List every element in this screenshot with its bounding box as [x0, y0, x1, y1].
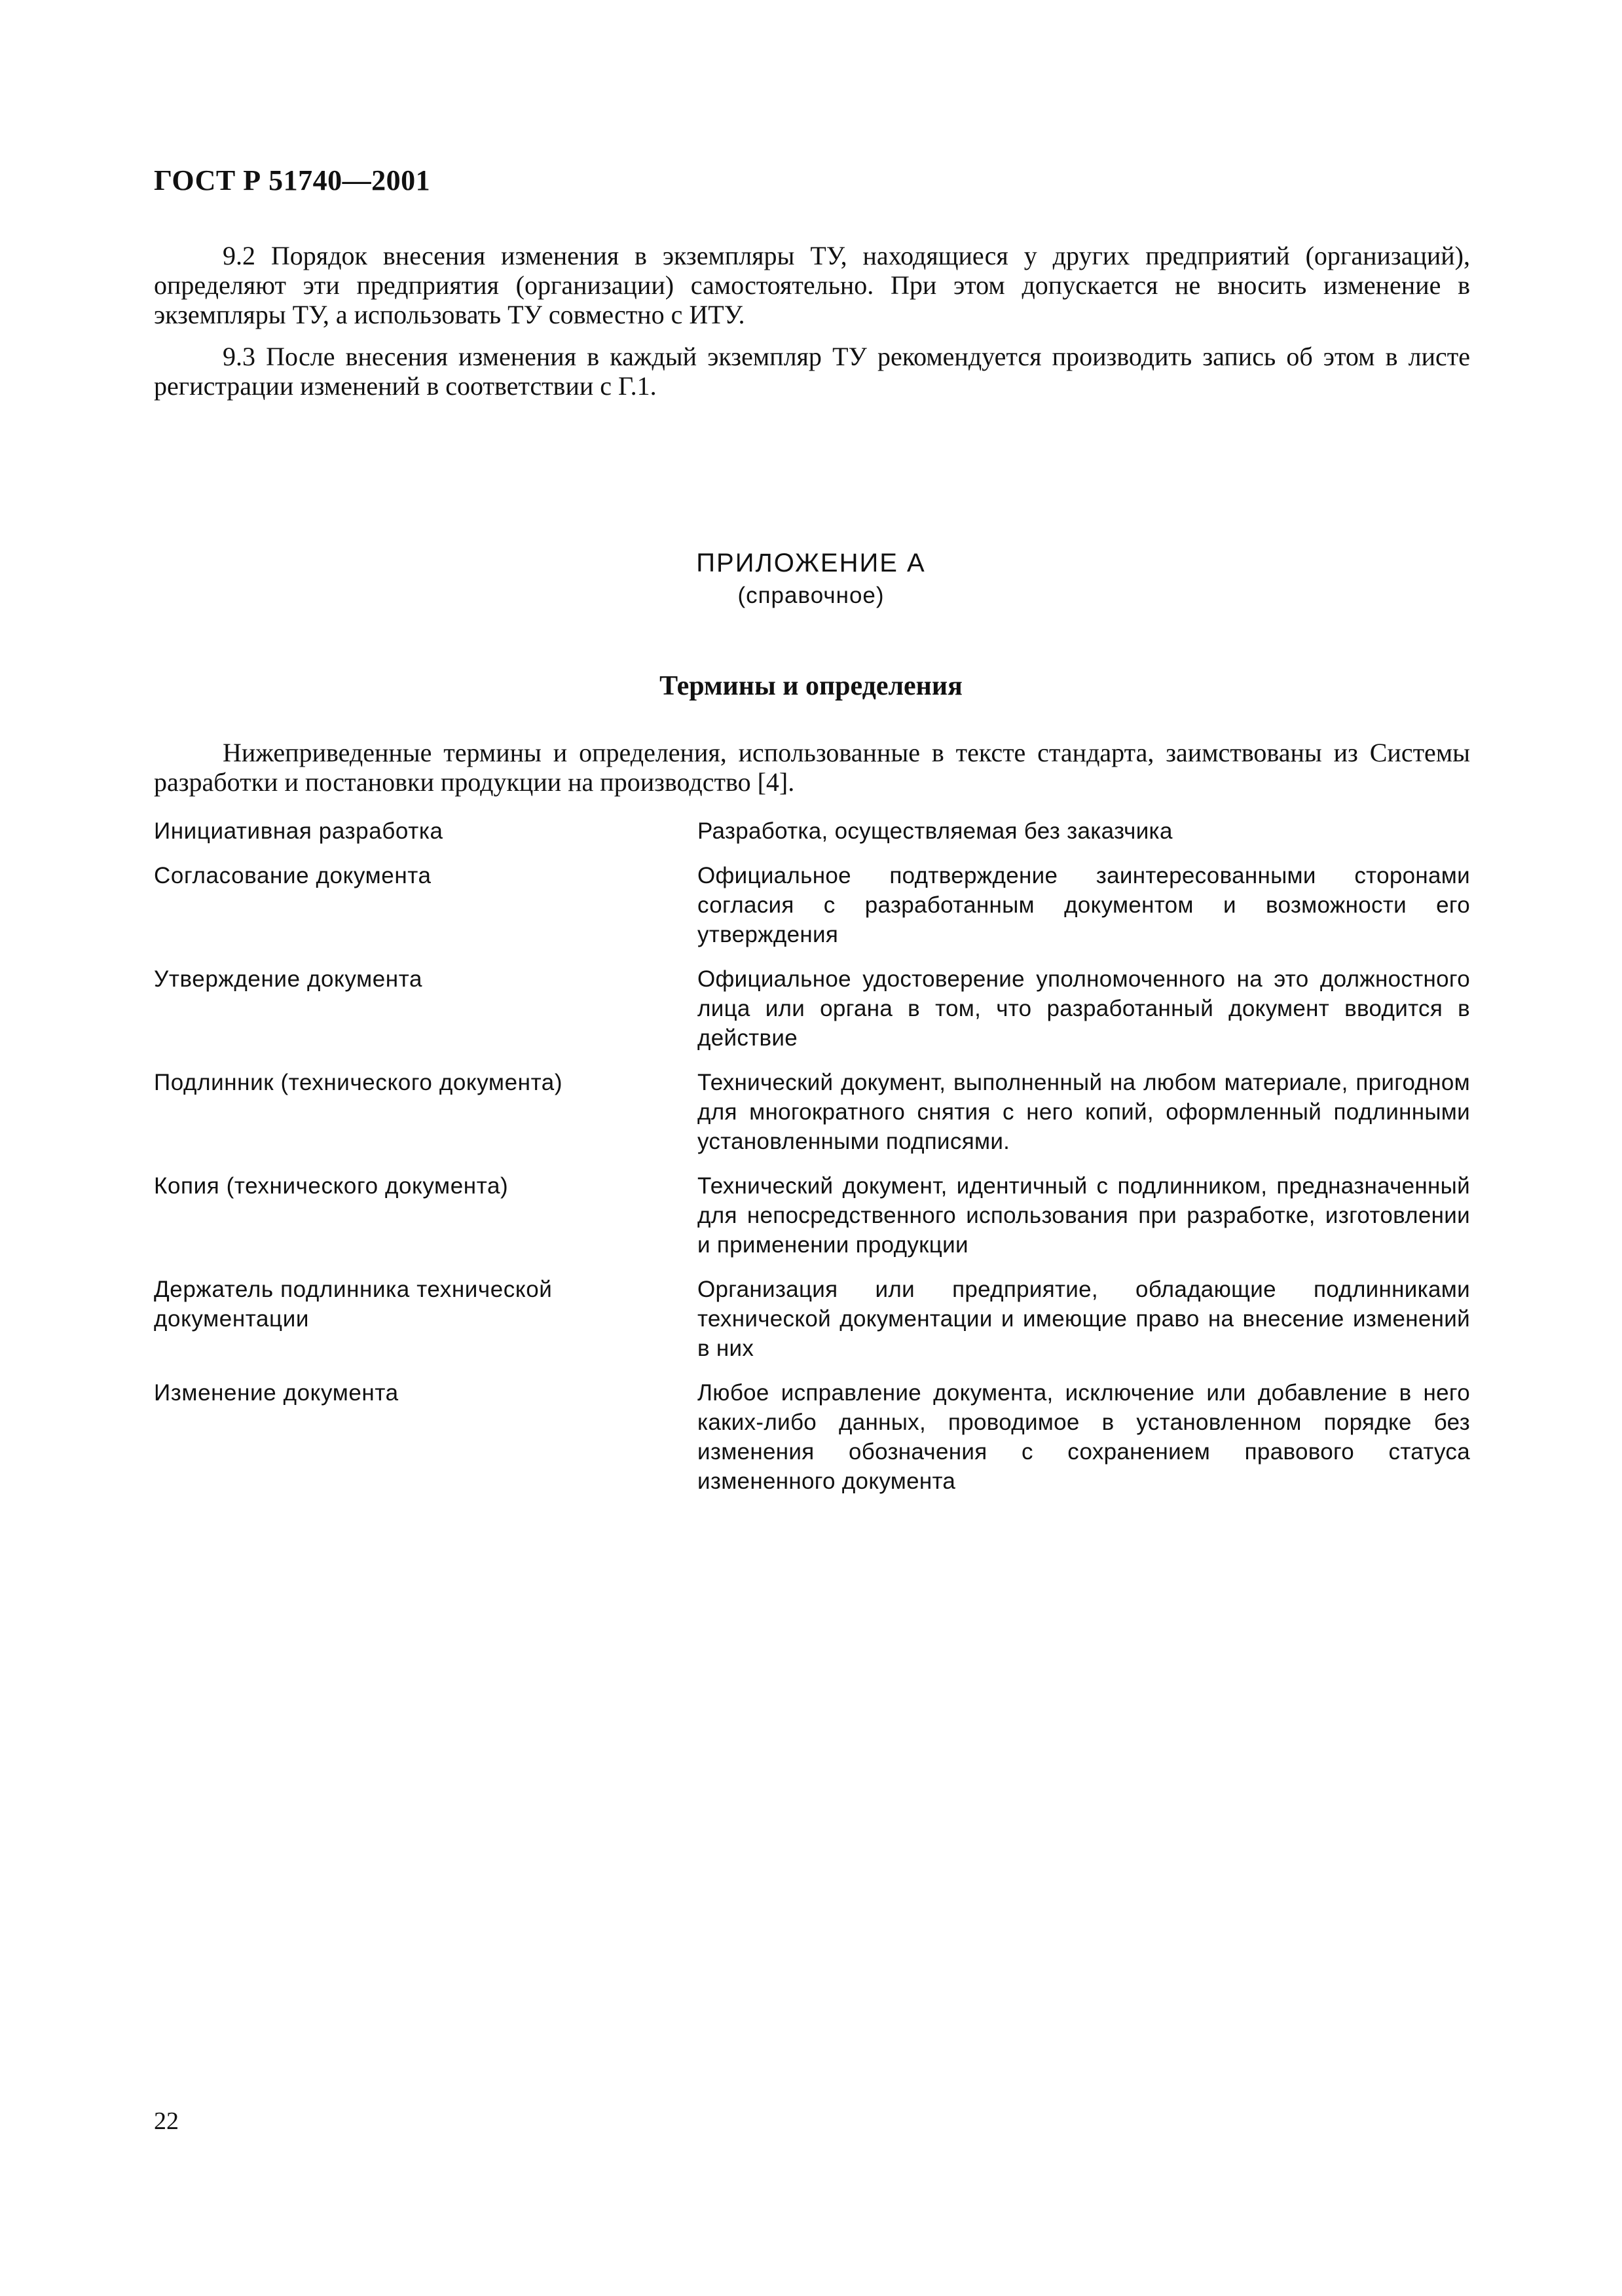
term-definition: Технический документ, идентичный с подлинником, предназначенный для непосредственного использования при разработке, изготовлении и применении продукции: [697, 1173, 1470, 1258]
section-heading: Термины и определения: [659, 671, 963, 701]
term-row: [154, 1068, 1470, 1156]
term-row: [154, 1171, 1470, 1260]
paragraph-9-3: 9.3 После внесения изменения в каждый экземпляр ТУ рекомендуется производить запись об этом в листе регистрации изменений в соответствии с Г.1.: [154, 342, 1470, 401]
term-name: Держатель подлинника технической документации: [154, 1277, 553, 1332]
term-name: Согласование документа: [154, 863, 432, 888]
term-row: [154, 861, 1470, 949]
term-definition: Технический документ, выполненный на любом материале, пригодном для многократного снятия с него копий, оформленный подлинными установленными подписями.: [697, 1070, 1470, 1154]
appendix-subtitle: (справочное): [737, 583, 885, 608]
term-row: [154, 964, 1470, 1053]
term-name: Утверждение документа: [154, 966, 423, 992]
term-definition: Официальное удостоверение уполномоченного на это должностного лица или органа в том, что разработанный документ вводится в действие: [697, 966, 1470, 1051]
term-name: Копия (технического документа): [154, 1173, 509, 1199]
term-definition: Любое исправление документа, исключение или добавление в него каких-либо данных, проводимое в установленном порядке без изменения обозначения с сохранением правового статуса измененного документа: [697, 1380, 1470, 1494]
appendix-title: ПРИЛОЖЕНИЕ А: [696, 549, 926, 577]
term-name: Изменение документа: [154, 1380, 399, 1406]
terms-list: [154, 816, 1470, 1511]
term-row: [154, 816, 1470, 846]
document-code-header: ГОСТ Р 51740—2001: [154, 164, 431, 196]
appendix-intro: Нижеприведенные термины и определения, использованные в тексте стандарта, заимствованы из Системы разработки и постановки продукции на производство [4].: [154, 738, 1470, 797]
term-definition: Организация или предприятие, обладающие подлинниками технической документации и имеющие право на внесение изменений в них: [697, 1277, 1470, 1361]
term-name: Инициативная разработка: [154, 818, 443, 844]
term-row: [154, 1378, 1470, 1496]
page-number: 22: [154, 2107, 179, 2135]
paragraph-9-2: 9.2 Порядок внесения изменения в экземпляры ТУ, находящиеся у других предприятий (организаций), определяют эти предприятия (организации) самостоятельно. При этом допускается не вносить изменение в экземпляры ТУ, а использовать ТУ совместно с ИТУ.: [154, 241, 1470, 329]
term-definition: Разработка, осуществляемая без заказчика: [697, 818, 1173, 844]
term-row: [154, 1275, 1470, 1363]
term-name: Подлинник (технического документа): [154, 1070, 563, 1095]
term-definition: Официальное подтверждение заинтересованными сторонами согласия с разработанным документом и возможности его утверждения: [697, 863, 1470, 947]
